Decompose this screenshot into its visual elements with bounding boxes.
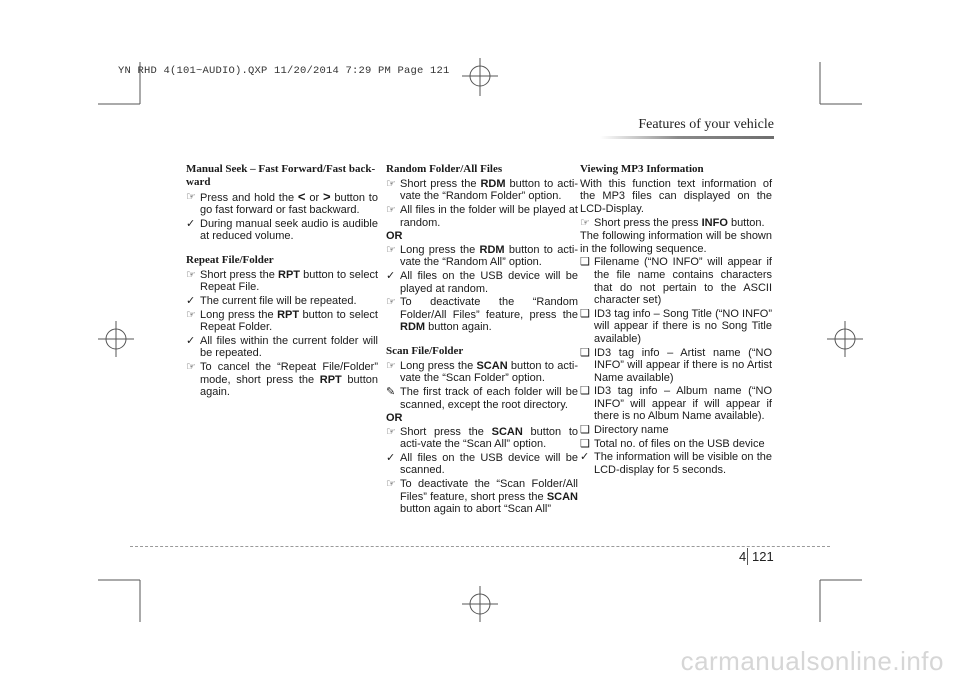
pointing-hand-icon: ☞ xyxy=(386,203,396,216)
column-right xyxy=(580,163,772,477)
pointing-hand-icon: ☞ xyxy=(386,243,396,256)
checkbox-icon: ❑ xyxy=(580,307,590,320)
list-item: ☞ Press and hold the < or > button to go fast forward or fast backward. xyxy=(186,188,378,217)
checkbox-icon: ❑ xyxy=(580,256,590,269)
list-item: ☞ Long press the RDM button to acti-vate the “Random All” option. xyxy=(386,243,578,269)
list-item: ☞ Short press the RDM button to acti-vate the “Random Folder” option. xyxy=(386,177,578,203)
list-item: ☞ Short press the press INFO button. xyxy=(580,216,765,229)
list-item: ☞ To deactivate the “Scan Folder/All Files” feature, short press the SCAN button again to abort “Scan All” xyxy=(386,478,578,516)
check-icon: ✓ xyxy=(186,294,196,307)
pointing-hand-icon: ☞ xyxy=(386,478,396,491)
list-item: ✓ The current file will be repeated. xyxy=(186,294,357,307)
pencil-icon: ✎ xyxy=(386,385,396,398)
print-header: YN RHD 4(101~AUDIO).QXP 11/20/2014 7:29 PM Page 121 xyxy=(118,65,450,77)
sequence-paragraph: The following information will be shown in the following sequence. xyxy=(580,230,772,255)
chapter-number: 4 xyxy=(739,549,747,564)
random-heading: Random Folder/All Files xyxy=(386,163,503,175)
crosshair-top-icon xyxy=(462,58,498,96)
column-left xyxy=(186,163,378,400)
section-title: Features of your vehicle xyxy=(638,117,774,132)
checkbox-icon: ❑ xyxy=(580,346,590,359)
pointing-hand-icon: ☞ xyxy=(386,296,396,309)
pointing-hand-icon: ☞ xyxy=(186,308,196,321)
or-label: OR xyxy=(386,412,403,425)
page-number: 121 xyxy=(752,549,774,564)
checkbox-icon: ❑ xyxy=(580,437,590,450)
pointing-hand-icon: ☞ xyxy=(186,360,196,373)
crosshair-left-icon xyxy=(98,321,134,357)
footer-rule xyxy=(130,546,830,547)
manual-seek-heading: Manual Seek – Fast Forward/Fast back-ward xyxy=(186,163,376,188)
list-item: ✓ All files on the USB device will be played at random. xyxy=(386,269,578,295)
list-item: ☞ Short press the SCAN button to acti-vate the “Scan All” option. xyxy=(386,425,579,451)
pointing-hand-icon: ☞ xyxy=(386,177,396,190)
list-item: ☞ Short press the RPT button to select Repeat File. xyxy=(186,268,378,294)
list-item: ❑ Directory name xyxy=(580,424,669,437)
list-item: ❑ ID3 tag info – Artist name (“NO INFO” will appear if there is no Artist Name available) xyxy=(580,346,772,384)
pointing-hand-icon: ☞ xyxy=(386,425,396,438)
repeat-heading: Repeat File/Folder xyxy=(186,253,274,266)
list-item: ❑ Filename (“NO INFO” will appear if the file name contains characters that do not pertain to the ASCII character set) xyxy=(580,256,772,307)
intro-paragraph: With this function text information of the MP3 files can displayed on the LCD-Display. xyxy=(580,177,772,215)
list-item: ✓ The information will be visible on the LCD-display for 5 seconds. xyxy=(580,451,772,476)
check-icon: ✓ xyxy=(186,334,196,347)
column-middle xyxy=(386,163,578,517)
check-icon: ✓ xyxy=(386,451,396,464)
watermark: carmanualsonline.info xyxy=(680,646,944,676)
title-rule xyxy=(600,136,774,139)
list-item: ❑ Total no. of files on the USB device xyxy=(580,437,765,450)
chevron-left-icon: < xyxy=(297,188,306,204)
list-item: ☞ To deactivate the “Random Folder/All Files” feature, press the RDM button again. xyxy=(386,296,578,334)
checkbox-icon: ❑ xyxy=(580,385,590,398)
list-item: ❑ ID3 tag info – Song Title (“NO INFO” will appear if there is no Song Title available) xyxy=(580,307,772,345)
chevron-right-icon: > xyxy=(322,188,331,204)
check-icon: ✓ xyxy=(580,451,590,464)
list-item: ✓ All files on the USB device will be scanned. xyxy=(386,451,578,477)
pointing-hand-icon: ☞ xyxy=(186,190,196,203)
pointing-hand-icon: ☞ xyxy=(386,359,396,372)
page-number-divider xyxy=(747,548,748,565)
checkbox-icon: ❑ xyxy=(580,424,590,437)
pointing-hand-icon: ☞ xyxy=(186,268,196,281)
list-item: ✓ During manual seek audio is audible at reduced volume. xyxy=(186,217,378,243)
check-icon: ✓ xyxy=(386,269,396,282)
list-item: ☞ Long press the RPT button to select Repeat Folder. xyxy=(186,308,378,334)
list-item: ✎ The first track of each folder will be scanned, except the root directory. xyxy=(386,385,578,411)
list-item: ☞ Long press the SCAN button to acti-vate the “Scan Folder” option. xyxy=(386,359,578,385)
crosshair-bottom-icon xyxy=(462,586,498,622)
list-item: ✓ All files within the current folder will be repeated. xyxy=(186,334,378,360)
list-item: ☞ All files in the folder will be played at random. xyxy=(386,203,578,229)
list-item: ❑ ID3 tag info – Album name (“NO INFO” will appear if will appear if there is no Album Name available). xyxy=(580,385,772,423)
check-icon: ✓ xyxy=(186,217,196,230)
list-item: ☞ To cancel the “Repeat File/Folder” mode, short press the RPT button again. xyxy=(186,360,379,399)
pointing-hand-icon: ☞ xyxy=(580,216,590,229)
mp3-info-heading: Viewing MP3 Information xyxy=(580,163,704,175)
or-label: OR xyxy=(386,230,403,243)
scan-heading: Scan File/Folder xyxy=(386,344,464,357)
crosshair-right-icon xyxy=(827,321,863,357)
